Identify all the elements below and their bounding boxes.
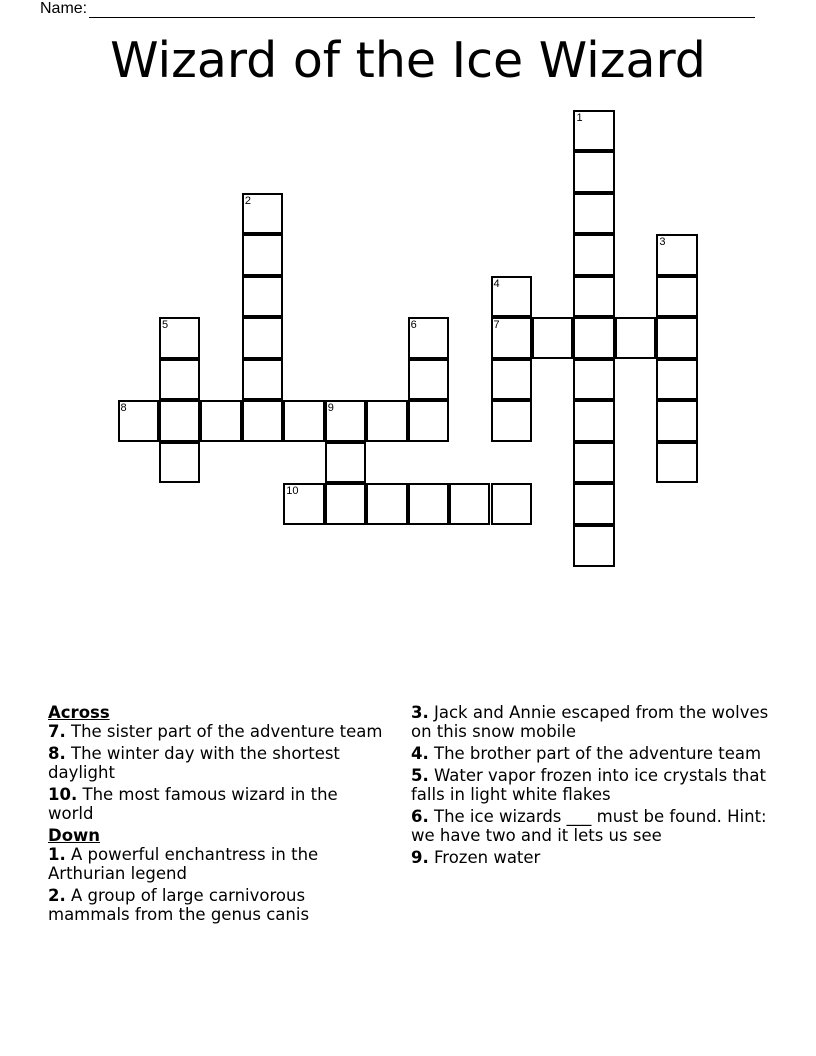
clue-text: The ice wizards ___ must be found. Hint: we have two and it lets us see	[411, 807, 767, 845]
grid-cell[interactable]	[283, 400, 324, 442]
clue-text: Water vapor frozen into ice crystals that falls in light white flakes	[411, 766, 766, 804]
clue-item	[48, 886, 388, 924]
clue-number-label: 1	[576, 111, 583, 124]
clue-number-label: 8	[120, 402, 127, 415]
grid-cell[interactable]	[408, 359, 449, 401]
grid-cell[interactable]	[656, 400, 697, 442]
grid-cell[interactable]	[159, 400, 200, 442]
grid-cell[interactable]	[656, 359, 697, 401]
grid-cell[interactable]	[325, 400, 366, 442]
clue-number: 5.	[411, 766, 429, 785]
grid-cell[interactable]	[573, 234, 614, 276]
clue-item	[411, 744, 771, 763]
clue-number: 6.	[411, 807, 429, 826]
clue-number: 9.	[411, 848, 429, 867]
grid-cell[interactable]	[325, 442, 366, 484]
grid-cell[interactable]	[573, 276, 614, 318]
clue-item	[48, 785, 388, 823]
grid-cell[interactable]	[366, 483, 407, 525]
grid-cell[interactable]	[573, 317, 614, 359]
grid-cell[interactable]	[242, 400, 283, 442]
grid-cell[interactable]	[283, 483, 324, 525]
clue-item	[48, 845, 388, 883]
grid-cell[interactable]	[573, 193, 614, 235]
grid-cell[interactable]	[573, 151, 614, 193]
grid-cell[interactable]	[408, 483, 449, 525]
grid-cell[interactable]	[242, 234, 283, 276]
grid-cell[interactable]	[656, 234, 697, 276]
clue-number-label: 3	[659, 236, 666, 249]
grid-cell[interactable]	[491, 276, 532, 318]
puzzle-title: Wizard of the Ice Wizard	[110, 32, 706, 89]
name-label: Name:	[40, 0, 88, 17]
clue-number: 7.	[48, 722, 66, 741]
clue-item	[411, 807, 771, 845]
grid-cell[interactable]	[242, 276, 283, 318]
grid-cell[interactable]	[573, 442, 614, 484]
clue-number-label: 5	[161, 319, 169, 332]
across-heading: Across	[48, 703, 110, 722]
grid-cell[interactable]	[200, 400, 241, 442]
grid-cell[interactable]	[656, 276, 697, 318]
clue-text: The brother part of the adventure team	[434, 744, 762, 763]
clue-item	[411, 848, 771, 867]
clue-number: 10.	[48, 785, 78, 804]
clue-item	[48, 722, 388, 741]
grid-cell[interactable]	[573, 359, 614, 401]
clue-number-label: 9	[327, 402, 334, 415]
clue-text: The winter day with the shortest daylight	[48, 744, 340, 782]
clue-number-label: 2	[244, 194, 251, 207]
grid-cell[interactable]	[491, 400, 532, 442]
grid-cell[interactable]	[159, 317, 200, 359]
clue-number: 4.	[411, 744, 429, 763]
clues-right-column	[411, 703, 771, 870]
grid-cell[interactable]	[573, 483, 614, 525]
clue-text: The most famous wizard in the world	[48, 785, 338, 823]
grid-cell[interactable]	[118, 400, 159, 442]
clue-text: Jack and Annie escaped from the wolves on this snow mobile	[411, 703, 769, 741]
clue-item	[411, 766, 771, 804]
grid-cell[interactable]	[159, 442, 200, 484]
grid-cell[interactable]	[491, 317, 532, 359]
grid-cell[interactable]	[656, 442, 697, 484]
grid-cell[interactable]	[242, 193, 283, 235]
grid-cell[interactable]	[242, 359, 283, 401]
clue-item	[48, 744, 388, 782]
grid-cell[interactable]	[366, 400, 407, 442]
grid-cell[interactable]	[491, 359, 532, 401]
clue-number: 1.	[48, 845, 66, 864]
clue-item	[411, 703, 771, 741]
grid-cell[interactable]	[532, 317, 573, 359]
grid-cell[interactable]	[573, 525, 614, 567]
clue-number: 8.	[48, 744, 66, 763]
grid-cell[interactable]	[573, 400, 614, 442]
down-heading: Down	[48, 826, 101, 845]
clue-number-label: 7	[493, 319, 500, 332]
clue-text: A group of large carnivorous mammals from the genus canis	[48, 886, 310, 924]
clue-number-label: 6	[410, 319, 417, 332]
clue-text: A powerful enchantress in the Arthurian legend	[48, 845, 319, 883]
grid-cell[interactable]	[573, 110, 614, 152]
clue-text: The sister part of the adventure team	[71, 722, 383, 741]
grid-cell[interactable]	[491, 483, 532, 525]
clue-text: Frozen water	[434, 848, 541, 867]
grid-cell[interactable]	[159, 359, 200, 401]
grid-cell[interactable]	[656, 317, 697, 359]
clue-number: 2.	[48, 886, 66, 905]
clue-number: 3.	[411, 703, 429, 722]
grid-cell[interactable]	[325, 483, 366, 525]
clue-number-label: 10	[286, 485, 299, 498]
grid-cell[interactable]	[408, 400, 449, 442]
grid-cell[interactable]	[449, 483, 490, 525]
grid-cell[interactable]	[408, 317, 449, 359]
grid-cell[interactable]	[242, 317, 283, 359]
grid-cell[interactable]	[615, 317, 656, 359]
clue-number-label: 4	[493, 277, 500, 290]
clues-left-column	[48, 703, 388, 927]
